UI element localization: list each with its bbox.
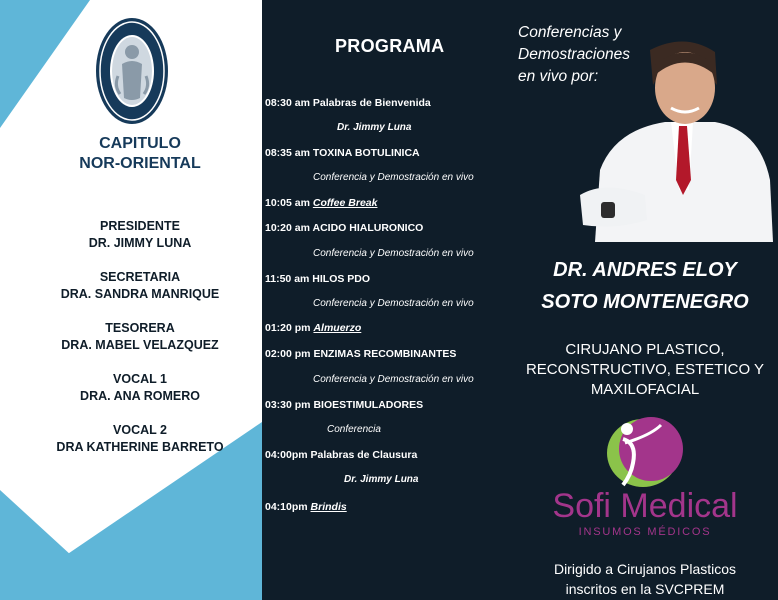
item-time: 04:10pm bbox=[265, 501, 308, 513]
sofi-medical-logo-icon bbox=[603, 413, 687, 489]
role-title: PRESIDENTE bbox=[100, 219, 180, 233]
program-item bbox=[265, 147, 420, 159]
program-item bbox=[265, 399, 423, 411]
item-label: Almuerzo bbox=[313, 322, 362, 334]
board-roles bbox=[20, 218, 260, 473]
doctor-photo bbox=[575, 30, 775, 242]
item-time: 10:05 am bbox=[265, 197, 310, 209]
role-president bbox=[20, 218, 260, 252]
program-item bbox=[265, 348, 456, 360]
role-vocal-1 bbox=[20, 371, 260, 405]
program-item bbox=[265, 273, 370, 285]
item-sub: Conferencia y Demostración en vivo bbox=[313, 248, 474, 259]
item-label: Coffee Break bbox=[312, 197, 378, 209]
audience-note bbox=[520, 559, 770, 599]
item-label: Palabras de Bienvenida bbox=[312, 97, 431, 109]
conf-line1: Conferencias y bbox=[518, 24, 622, 41]
chapter-line2: NOR-ORIENTAL bbox=[79, 155, 201, 172]
program-title: PROGRAMA bbox=[335, 36, 445, 56]
program-item bbox=[265, 222, 423, 234]
name-line2: SOTO MONTENEGRO bbox=[541, 291, 749, 313]
item-label: Palabras de Clausura bbox=[310, 449, 418, 461]
item-time: 08:30 am bbox=[265, 97, 310, 109]
role-title: VOCAL 2 bbox=[113, 423, 167, 437]
item-time: 08:35 am bbox=[265, 147, 310, 159]
item-label: Brindis bbox=[310, 501, 347, 513]
role-title: VOCAL 1 bbox=[113, 372, 167, 386]
item-label: ACIDO HIALURONICO bbox=[312, 222, 424, 234]
role-title: TESORERA bbox=[105, 321, 175, 335]
item-sub: Conferencia y Demostración en vivo bbox=[313, 172, 474, 183]
item-sub: Conferencia bbox=[327, 424, 381, 435]
spec-line1: CIRUJANO PLASTICO, bbox=[565, 341, 725, 358]
conf-line2: Demostraciones bbox=[518, 46, 630, 63]
role-name: DRA. ANA ROMERO bbox=[80, 389, 200, 403]
role-treasurer bbox=[20, 320, 260, 354]
role-name: DRA KATHERINE BARRETO bbox=[56, 440, 224, 454]
item-sub: Conferencia y Demostración en vivo bbox=[313, 298, 474, 309]
item-time: 01:20 pm bbox=[265, 322, 311, 334]
target-line1: Dirigido a Cirujanos Plasticos bbox=[553, 561, 737, 577]
item-label: HILOS PDO bbox=[312, 273, 371, 285]
item-sub: Dr. Jimmy Luna bbox=[344, 474, 419, 485]
program-item bbox=[265, 97, 431, 109]
program-item bbox=[265, 501, 347, 513]
role-vocal-2 bbox=[20, 422, 260, 456]
name-line1: DR. ANDRES ELOY bbox=[553, 259, 737, 281]
decor-triangle-top bbox=[0, 0, 90, 128]
item-label: TOXINA BOTULINICA bbox=[312, 147, 420, 159]
role-name: DRA. SANDRA MANRIQUE bbox=[60, 287, 220, 301]
program-item bbox=[265, 197, 377, 209]
item-label: BIOESTIMULADORES bbox=[313, 399, 424, 411]
program-item bbox=[265, 449, 417, 461]
conf-line3: en vivo por: bbox=[518, 68, 599, 85]
chapter-title bbox=[20, 134, 260, 174]
doctor-name bbox=[520, 254, 770, 318]
role-title: SECRETARIA bbox=[99, 270, 181, 284]
role-name: DRA. MABEL VELAZQUEZ bbox=[61, 338, 219, 352]
item-label: ENZIMAS RECOMBINANTES bbox=[313, 348, 457, 360]
brand-name: Sofi Medical bbox=[552, 487, 738, 525]
item-time: 11:50 am bbox=[265, 273, 310, 285]
spec-line3: MAXILOFACIAL bbox=[590, 381, 700, 398]
item-time: 02:00 pm bbox=[265, 348, 311, 360]
decor-triangle-bottom-left bbox=[0, 490, 120, 600]
brand-subtitle: INSUMOS MÉDICOS bbox=[578, 526, 712, 538]
item-time: 03:30 pm bbox=[265, 399, 311, 411]
target-line2: inscritos en la SVCPREM bbox=[565, 581, 725, 597]
chapter-line1: CAPITULO bbox=[99, 135, 181, 152]
item-time: 10:20 am bbox=[265, 222, 310, 234]
role-name: DR. JIMMY LUNA bbox=[88, 236, 192, 250]
item-sub: Dr. Jimmy Luna bbox=[337, 122, 412, 133]
program-item bbox=[265, 322, 361, 334]
item-time: 04:00pm bbox=[265, 449, 308, 461]
doctor-specialty bbox=[520, 340, 770, 400]
item-sub: Conferencia y Demostración en vivo bbox=[313, 374, 474, 385]
society-seal-icon bbox=[94, 16, 170, 126]
left-panel bbox=[0, 0, 262, 600]
spec-line2: RECONSTRUCTIVO, ESTETICO Y bbox=[525, 361, 765, 378]
role-secretary bbox=[20, 269, 260, 303]
